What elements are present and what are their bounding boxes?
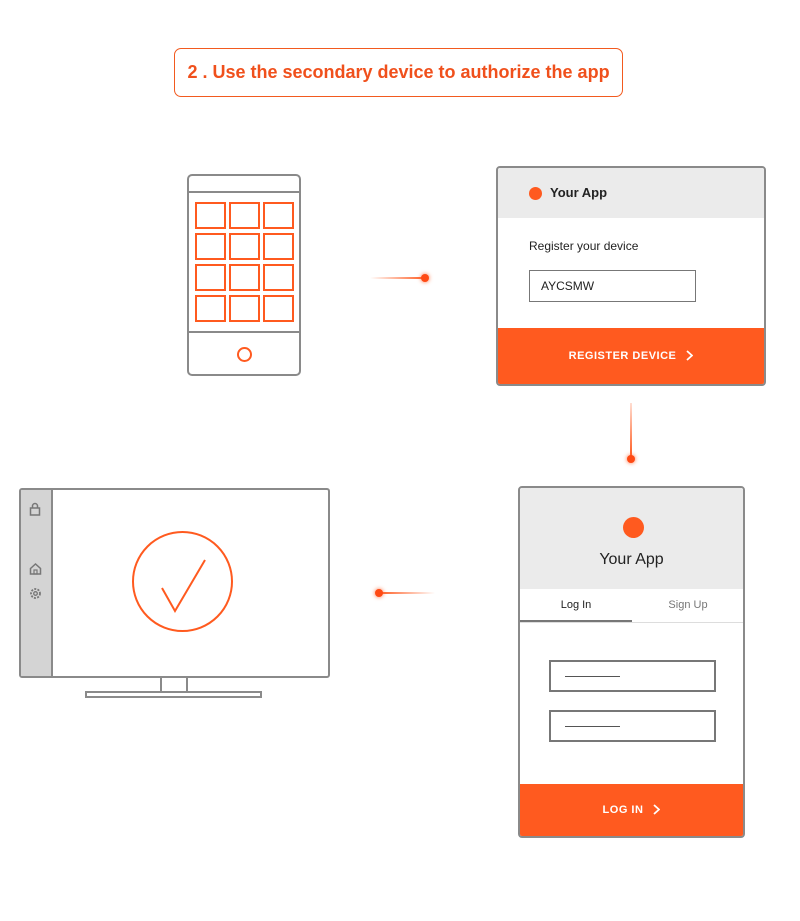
register-device-label: REGISTER DEVICE [568, 350, 677, 362]
tab-log-in[interactable]: Log In [520, 589, 632, 622]
app-tile [229, 233, 260, 260]
tab-sign-up[interactable]: Sign Up [668, 599, 708, 611]
password-field[interactable] [549, 710, 716, 742]
connector-dot [421, 274, 429, 282]
register-prompt: Register your device [529, 239, 639, 253]
app-tile [195, 264, 226, 291]
register-card-header [498, 168, 764, 218]
chevron-right-icon [653, 803, 660, 818]
checkmark-icon [132, 531, 233, 632]
app-name: Your App [599, 551, 664, 568]
field-placeholder-line [565, 676, 620, 677]
connector-phone-to-register [370, 277, 426, 279]
app-tile [263, 295, 294, 322]
app-tile [195, 295, 226, 322]
app-tile [195, 202, 226, 229]
register-device-card [496, 166, 766, 386]
home-icon[interactable] [28, 562, 42, 576]
log-in-label: LOG IN [602, 804, 644, 816]
login-tabs [520, 589, 743, 623]
app-tile [263, 233, 294, 260]
device-code-field[interactable]: AYCSMW [529, 270, 696, 302]
app-tile [229, 202, 260, 229]
monitor-stand-base [85, 691, 262, 698]
monitor-device [19, 488, 330, 678]
app-tile [229, 295, 260, 322]
app-logo-icon [623, 517, 644, 538]
gear-icon[interactable] [28, 587, 42, 601]
monitor-sidebar [21, 490, 53, 676]
connector-dot [375, 589, 383, 597]
username-field[interactable] [549, 660, 716, 692]
phone-bottom-bar [189, 331, 299, 333]
phone-app-grid [195, 202, 294, 324]
app-tile [263, 202, 294, 229]
monitor-stand-neck [160, 677, 188, 692]
app-tile [195, 233, 226, 260]
login-card-header [520, 488, 743, 589]
app-tile [229, 264, 260, 291]
chevron-right-icon [686, 349, 693, 364]
app-tile [263, 264, 294, 291]
lock-icon [28, 502, 42, 516]
connector-login-to-monitor [379, 592, 435, 594]
login-card [518, 486, 745, 838]
step-title-text: 2 . Use the secondary device to authorize the app [187, 62, 610, 82]
connector-dot [627, 455, 635, 463]
field-placeholder-line [565, 726, 620, 727]
connector-register-to-login [630, 403, 632, 457]
phone-top-bar [189, 191, 299, 193]
log-in-button[interactable] [520, 784, 743, 836]
step-title [174, 48, 623, 97]
register-device-button[interactable] [498, 328, 764, 384]
app-logo-icon [529, 187, 542, 200]
app-name: Your App [550, 185, 608, 200]
home-button-icon [237, 347, 252, 362]
phone-device [187, 174, 301, 376]
